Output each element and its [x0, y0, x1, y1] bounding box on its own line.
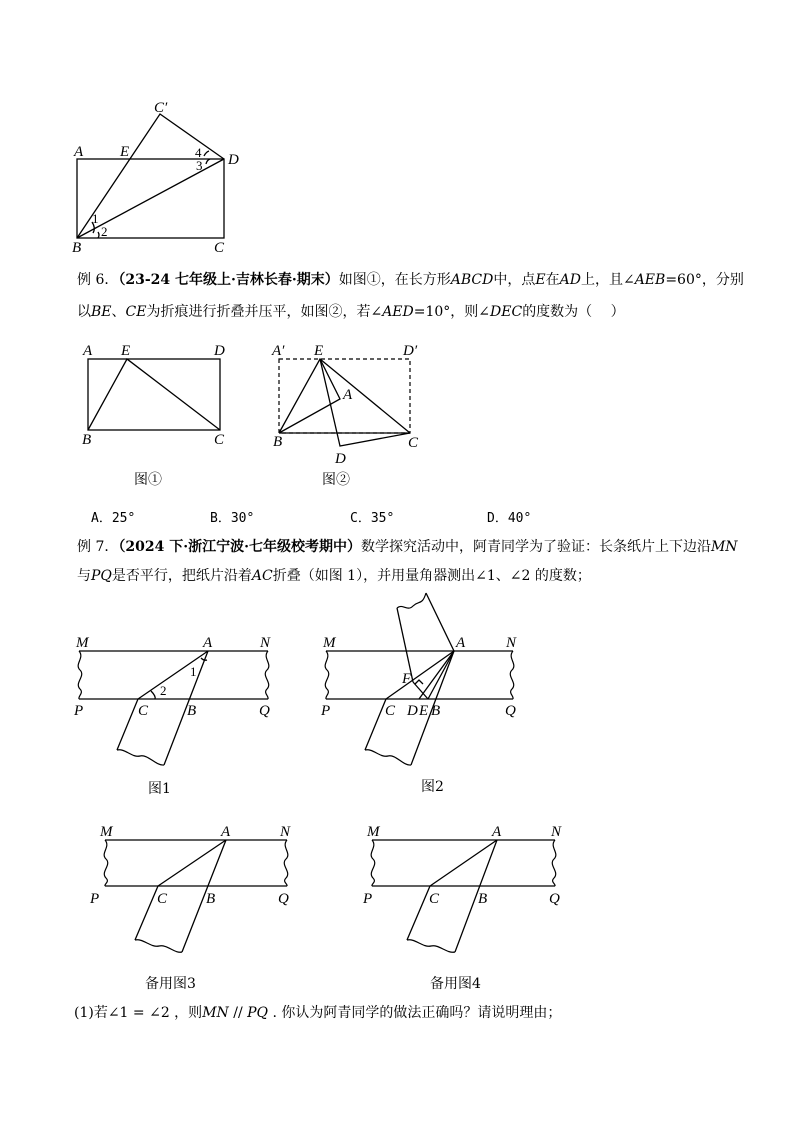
circled-2: ②: [328, 304, 343, 320]
fig1-Q: Q: [259, 703, 270, 719]
text: 为折痕进行折叠并压平，如图: [146, 304, 329, 320]
fig4-C: C: [429, 891, 440, 907]
text: 数学探究活动中，阿青同学为了验证：长条纸片上下边沿: [360, 539, 711, 555]
text: (1)若∠1 = ∠2 ，则: [74, 1005, 203, 1021]
fig3-caption: 备用图3: [145, 976, 196, 992]
seg-ad: AD: [559, 272, 581, 288]
seg-ac: AC: [251, 568, 273, 584]
q1-pq: PQ: [247, 1005, 269, 1021]
ex7-fig3: [104, 840, 288, 952]
fig1-A: A: [203, 635, 213, 651]
fig1-M: M: [76, 635, 89, 651]
seg-mn: MN: [710, 539, 738, 555]
text: 在: [545, 272, 560, 288]
ex7-fig4: [371, 840, 556, 952]
ex6-fig2-B: B: [273, 434, 283, 450]
text: =60°，分别: [665, 272, 744, 288]
fig2-B: B: [431, 703, 441, 719]
seg-ce: CE: [125, 304, 147, 320]
fig2-D: D: [407, 703, 418, 719]
ex6-fig2-A: A: [343, 387, 353, 403]
ex6-fig2-D-prime: D′: [403, 343, 418, 359]
point-e: E: [535, 272, 546, 288]
ex6-fig1-B: B: [82, 432, 92, 448]
top-angle-2: 2: [101, 224, 108, 239]
top-label-E: E: [120, 144, 130, 160]
top-angle-1: 1: [92, 211, 99, 226]
ex6-fig1-E: E: [121, 343, 131, 359]
angle-aed: AED: [382, 304, 414, 320]
text: 、: [111, 304, 126, 320]
example6-prefix: 例 6．: [77, 272, 119, 288]
top-label-A: A: [74, 144, 84, 160]
fig4-B: B: [478, 891, 488, 907]
text: 与: [77, 568, 91, 584]
fig1-B: B: [187, 703, 197, 719]
text: =10°，则∠: [413, 304, 491, 320]
fig3-M: M: [100, 824, 113, 840]
fig3-C: C: [157, 891, 168, 907]
ex6-fig2-A-prime: A′: [272, 343, 285, 359]
fig3-Q: Q: [278, 891, 289, 907]
ex6-fig1-A: A: [83, 343, 93, 359]
fig3-A: A: [221, 824, 231, 840]
text: 中，点: [493, 272, 536, 288]
fig2-Q: Q: [505, 703, 516, 719]
fig2-caption: 图2: [421, 779, 444, 795]
fig4-Q: Q: [549, 891, 560, 907]
top-angle-3: 3: [196, 158, 203, 173]
rect-name: ABCD: [450, 272, 494, 288]
text: 是否平行，把纸片沿着: [111, 568, 252, 584]
ex7-fig1: [78, 651, 269, 765]
text: 的度数为（ ）: [522, 304, 625, 320]
fig4-M: M: [367, 824, 380, 840]
parallel-symbol: //: [228, 1005, 248, 1021]
ex6-fig2-E: E: [314, 343, 324, 359]
fig3-N: N: [280, 824, 291, 840]
fig1-N: N: [260, 635, 271, 651]
top-label-D: D: [228, 152, 239, 168]
fig4-N: N: [551, 824, 562, 840]
option-a[interactable]: A．25°: [91, 511, 136, 526]
option-b[interactable]: B．30°: [210, 511, 255, 526]
seg-pq: PQ: [91, 568, 112, 584]
example7-prefix: 例 7．: [77, 539, 119, 555]
text: 折叠（如图 1），并用量角器测出∠1、∠2 的度数；: [272, 568, 591, 584]
fig2-C: C: [385, 703, 396, 719]
fig2-M: M: [323, 635, 336, 651]
top-label-B: B: [72, 240, 82, 256]
top-label-C: C: [214, 240, 225, 256]
fig3-B: B: [206, 891, 216, 907]
fig1-angle-2: 2: [160, 683, 167, 698]
text: 上，且∠: [580, 272, 635, 288]
text: . 你认为阿青同学的做法正确吗？请说明理由；: [268, 1005, 562, 1021]
fig2-P: P: [321, 703, 331, 719]
ex6-fig2-C: C: [408, 435, 419, 451]
ex6-fig2-D: D: [335, 451, 346, 467]
fig3-P: P: [90, 891, 100, 907]
text: 以: [77, 304, 91, 320]
fig1-caption: 图1: [148, 781, 171, 797]
question-1: [74, 1003, 561, 1023]
angle-aeb: AEB: [634, 272, 666, 288]
fig2-A: A: [456, 635, 466, 651]
example6-source: （23-24 七年级上·吉林长春·期末）: [118, 272, 339, 288]
fig1-C: C: [138, 703, 149, 719]
ex6-fig2-caption: 图②: [322, 472, 350, 488]
circled-1: ①: [366, 272, 381, 288]
fig1-P: P: [74, 703, 84, 719]
fig2-F: F: [402, 671, 412, 687]
seg-be: BE: [91, 304, 112, 320]
example7-source: （2024 下·浙江宁波·七年级校考期中）: [118, 539, 361, 555]
fig4-P: P: [363, 891, 373, 907]
option-d[interactable]: D．40°: [487, 511, 532, 526]
ex6-fig1-C: C: [214, 432, 225, 448]
option-c[interactable]: C．35°: [350, 511, 395, 526]
text: 如图: [338, 272, 367, 288]
top-label-C-prime: C′: [154, 100, 168, 116]
fig2-E: E: [419, 703, 429, 719]
fig1-angle-1: 1: [190, 664, 197, 679]
text: ，若∠: [342, 304, 383, 320]
ex7-fig2: [325, 593, 514, 765]
angle-dec: DEC: [490, 304, 523, 320]
ex6-fig1-D: D: [214, 343, 225, 359]
text: ，在长方形: [380, 272, 451, 288]
ex6-fig1-caption: 图①: [134, 472, 162, 488]
fig2-N: N: [506, 635, 517, 651]
fig4-caption: 备用图4: [430, 976, 481, 992]
q1-mn: MN: [202, 1005, 229, 1021]
top-angle-4: 4: [195, 145, 202, 160]
fig4-A: A: [492, 824, 502, 840]
